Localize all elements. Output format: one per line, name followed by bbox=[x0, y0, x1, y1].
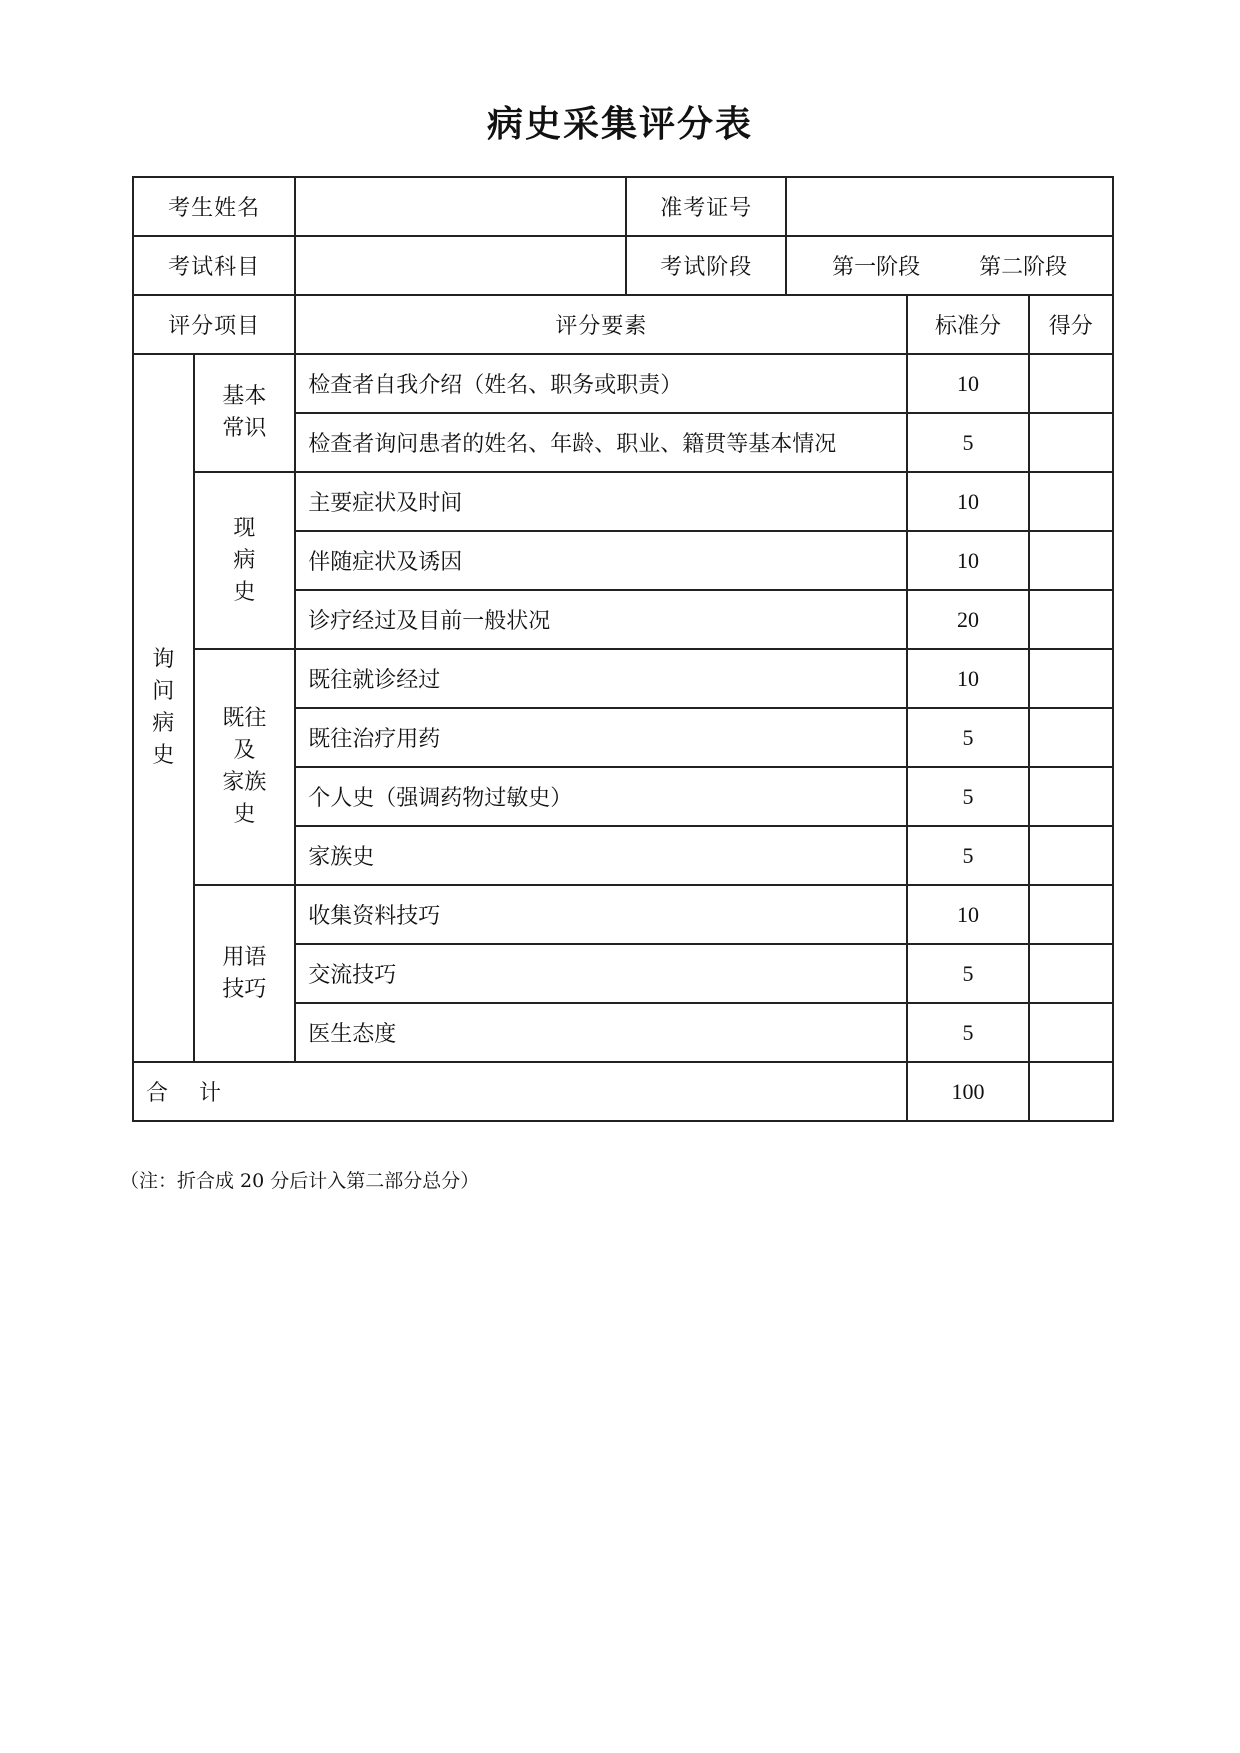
score-field[interactable] bbox=[1029, 1003, 1113, 1062]
table-row bbox=[133, 885, 1113, 944]
standard-score: 10 bbox=[907, 649, 1028, 708]
table-row bbox=[133, 472, 1113, 531]
scoring-table bbox=[132, 176, 1114, 1122]
subcategory-label bbox=[194, 354, 296, 472]
subcategory-line: 基本 bbox=[222, 384, 267, 409]
score-field[interactable] bbox=[1029, 885, 1113, 944]
column-header-score: 得分 bbox=[1029, 295, 1113, 354]
stage-option-first[interactable]: 第一阶段 bbox=[832, 255, 921, 280]
standard-score: 10 bbox=[907, 531, 1028, 590]
score-field[interactable] bbox=[1029, 472, 1113, 531]
standard-score: 5 bbox=[907, 767, 1028, 826]
category-char: 史 bbox=[152, 743, 175, 768]
standard-score: 10 bbox=[907, 472, 1028, 531]
standard-score: 5 bbox=[907, 413, 1028, 472]
name-field[interactable] bbox=[295, 177, 626, 236]
id-field[interactable] bbox=[786, 177, 1113, 236]
subcategory-line: 用语 bbox=[222, 944, 267, 970]
standard-score: 20 bbox=[907, 590, 1028, 649]
subject-field[interactable] bbox=[295, 236, 626, 295]
score-field[interactable] bbox=[1029, 708, 1113, 767]
subcategory-line: 及 bbox=[233, 738, 256, 763]
id-label: 准考证号 bbox=[626, 177, 786, 236]
column-header-standard: 标准分 bbox=[907, 295, 1028, 354]
standard-score: 5 bbox=[907, 708, 1028, 767]
subcategory-line: 既往 bbox=[222, 706, 267, 731]
category-inquiry-history bbox=[133, 354, 194, 1062]
subcategory-line: 家族 bbox=[222, 770, 267, 795]
standard-score: 10 bbox=[907, 354, 1028, 413]
total-score-field[interactable] bbox=[1029, 1062, 1113, 1121]
scoring-element: 检查者询问患者的姓名、年龄、职业、籍贯等基本情况 bbox=[295, 413, 907, 472]
total-label: 合 计 bbox=[133, 1062, 907, 1121]
table-row bbox=[133, 649, 1113, 708]
scoring-element: 伴随症状及诱因 bbox=[295, 531, 907, 590]
table-row bbox=[133, 354, 1113, 413]
stage-option-second[interactable]: 第二阶段 bbox=[979, 255, 1068, 280]
column-header-row bbox=[133, 295, 1113, 354]
total-standard: 100 bbox=[907, 1062, 1028, 1121]
score-field[interactable] bbox=[1029, 767, 1113, 826]
scoring-element: 家族史 bbox=[295, 826, 907, 885]
column-header-item: 评分项目 bbox=[133, 295, 295, 354]
subcategory-line: 史 bbox=[233, 802, 256, 827]
category-char: 病 bbox=[152, 711, 175, 736]
subcategory-line: 现 bbox=[233, 515, 256, 541]
scoring-element: 医生态度 bbox=[295, 1003, 907, 1062]
footnote: （注：折合成 20 分后计入第二部分总分） bbox=[120, 1170, 480, 1192]
stage-options bbox=[786, 236, 1113, 295]
subcategory-line: 病 bbox=[233, 547, 256, 573]
subcategory-label bbox=[194, 649, 296, 885]
score-field[interactable] bbox=[1029, 826, 1113, 885]
stage-label: 考试阶段 bbox=[626, 236, 786, 295]
subcategory-line: 常识 bbox=[222, 416, 267, 441]
subject-label: 考试科目 bbox=[133, 236, 295, 295]
scoring-element: 收集资料技巧 bbox=[295, 885, 907, 944]
exam-row bbox=[133, 236, 1113, 295]
subcategory-line: 技巧 bbox=[222, 976, 267, 1002]
standard-score: 10 bbox=[907, 885, 1028, 944]
standard-score: 5 bbox=[907, 826, 1028, 885]
score-field[interactable] bbox=[1029, 944, 1113, 1003]
scoring-element: 检查者自我介绍（姓名、职务或职责） bbox=[295, 354, 907, 413]
category-char: 询 bbox=[152, 647, 175, 672]
scoring-element: 个人史（强调药物过敏史） bbox=[295, 767, 907, 826]
score-field[interactable] bbox=[1029, 590, 1113, 649]
scoring-element: 交流技巧 bbox=[295, 944, 907, 1003]
candidate-row bbox=[133, 177, 1113, 236]
category-char: 问 bbox=[152, 679, 175, 704]
scoring-element: 既往治疗用药 bbox=[295, 708, 907, 767]
score-field[interactable] bbox=[1029, 649, 1113, 708]
total-row bbox=[133, 1062, 1113, 1121]
subcategory-label bbox=[194, 885, 296, 1062]
score-field[interactable] bbox=[1029, 531, 1113, 590]
subcategory-label bbox=[194, 472, 296, 649]
score-field[interactable] bbox=[1029, 413, 1113, 472]
standard-score: 5 bbox=[907, 944, 1028, 1003]
standard-score: 5 bbox=[907, 1003, 1028, 1062]
column-header-element: 评分要素 bbox=[295, 295, 907, 354]
scoring-element: 主要症状及时间 bbox=[295, 472, 907, 531]
name-label: 考生姓名 bbox=[133, 177, 295, 236]
subcategory-line: 史 bbox=[233, 579, 256, 605]
form-title: 病史采集评分表 bbox=[486, 103, 753, 145]
scoring-element: 诊疗经过及目前一般状况 bbox=[295, 590, 907, 649]
scoring-element: 既往就诊经过 bbox=[295, 649, 907, 708]
score-field[interactable] bbox=[1029, 354, 1113, 413]
